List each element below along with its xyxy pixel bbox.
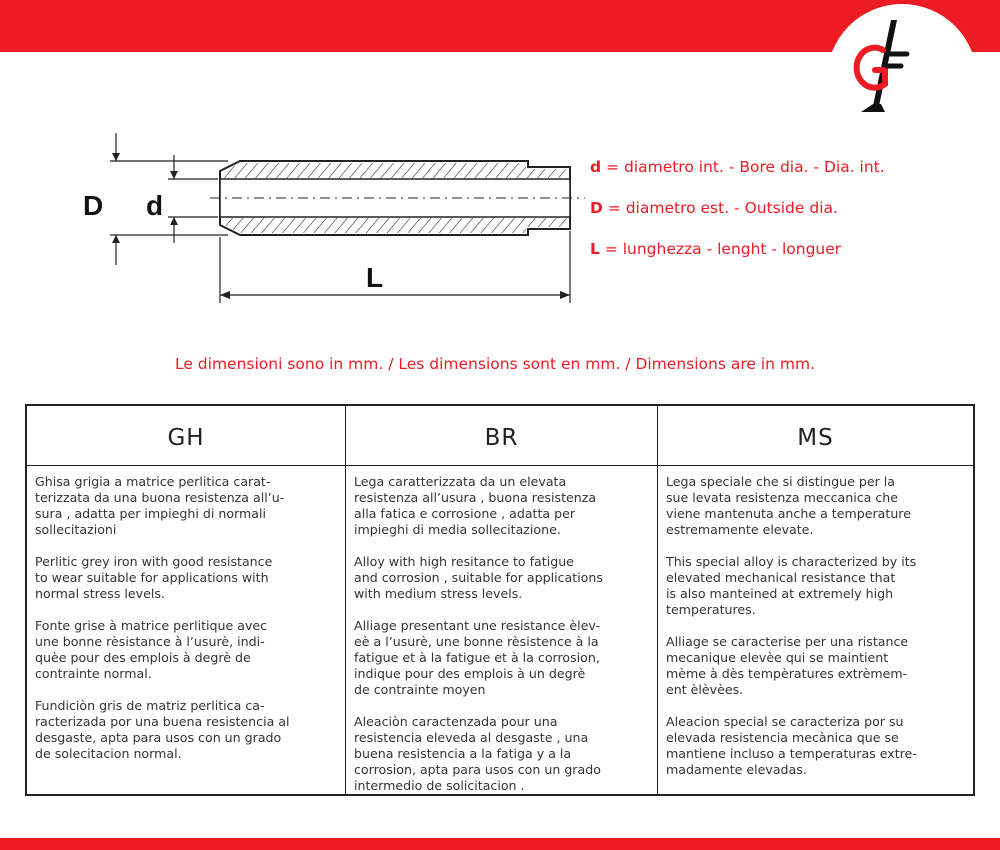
description-it: Lega speciale che si distingue per la sue levata resistenza meccanica che viene mantenuta anche a temperature estremamente elevate.	[666, 474, 911, 537]
bottom-red-banner	[0, 838, 1000, 850]
column-ms	[657, 406, 973, 794]
units-note: Le dimensioni sono in mm. / Les dimensions sont en mm. / Dimensions are in mm.	[174, 355, 816, 373]
column-gh	[27, 406, 345, 794]
description-it: Ghisa grigia a matrice perlitica carat- terizzata da una buona resistenza all’u- sura , adatta per impieghi di normali sollecitazioni	[35, 474, 285, 537]
legend-key: L	[590, 240, 600, 258]
description-fr: Alliage presentant une resistance èlev- eè a l’usurè, une bonne rèsistence à la fatigue et à la fatigue et à la corrosion, indique pour des emplois à un degrè de contrainte moyen	[354, 618, 601, 697]
valve-logo-icon	[827, 4, 977, 154]
column-br	[345, 406, 657, 794]
description-es: Fundiciòn gris de matriz perlitica ca- racterizada por una buena resistencia al desgaste, apta para usos con un grado de solecitacion normal.	[35, 698, 290, 761]
column-body	[346, 466, 657, 794]
label-d: d	[146, 190, 164, 221]
legend-text: = diametro int. - Bore dia. - Dia. int.	[601, 158, 885, 176]
description-en: This special alloy is characterized by its elevated mechanical resistance that is also manteined at extremely high temperatures.	[666, 554, 917, 617]
description-en: Alloy with high resitance to fatigue and corrosion , suitable for applications with medium stress levels.	[354, 554, 603, 601]
column-heading: BR	[346, 406, 657, 466]
legend-row-bore	[590, 158, 885, 176]
legend-text: = diametro est. - Outside dia.	[602, 199, 838, 217]
description-fr: Fonte grise à matrice perlitique avec une bonne rèsistance à l’usurè, indi- quèe pour des emplois à degrè de contrainte normal.	[35, 618, 268, 681]
column-body	[27, 466, 345, 762]
column-body	[658, 466, 973, 778]
column-heading: GH	[27, 406, 345, 466]
description-es: Aleaciòn caractenzada pour una resistencia eleveda al desgaste , una buena resistencia a la fatiga y a la corrosion, apta para usos con un grado intermedio de solicitacion .	[354, 714, 601, 793]
description-es: Aleacion special se caracteriza por su elevada resistencia mecànica que se mantiene incluso a temperaturas extre- madamente elevadas.	[666, 714, 917, 777]
label-L: L	[366, 262, 384, 293]
description-fr: Alliage se caracterise per una ristance mecanique elevèe qui se maintient mème à dès tempèratures extrèmem- ent èlèvèes.	[666, 634, 909, 697]
legend-text: = lunghezza - lenght - longuer	[599, 240, 842, 258]
legend-key: d	[590, 158, 602, 176]
valve-guide-drawing	[70, 125, 590, 325]
legend-row-outside	[590, 199, 838, 217]
material-spec-table	[25, 404, 975, 796]
legend-key: D	[590, 199, 603, 217]
column-heading: MS	[658, 406, 973, 466]
legend-row-length	[590, 240, 841, 258]
description-it: Lega caratterizzata da un elevata resistenza all’usura , buona resistenza alla fatica e corrosione , adatta per impieghi di media sollecitazione.	[354, 474, 597, 537]
description-en: Perlitic grey iron with good resistance to wear suitable for applications with normal stress levels.	[35, 554, 273, 601]
label-D: D	[83, 190, 104, 221]
